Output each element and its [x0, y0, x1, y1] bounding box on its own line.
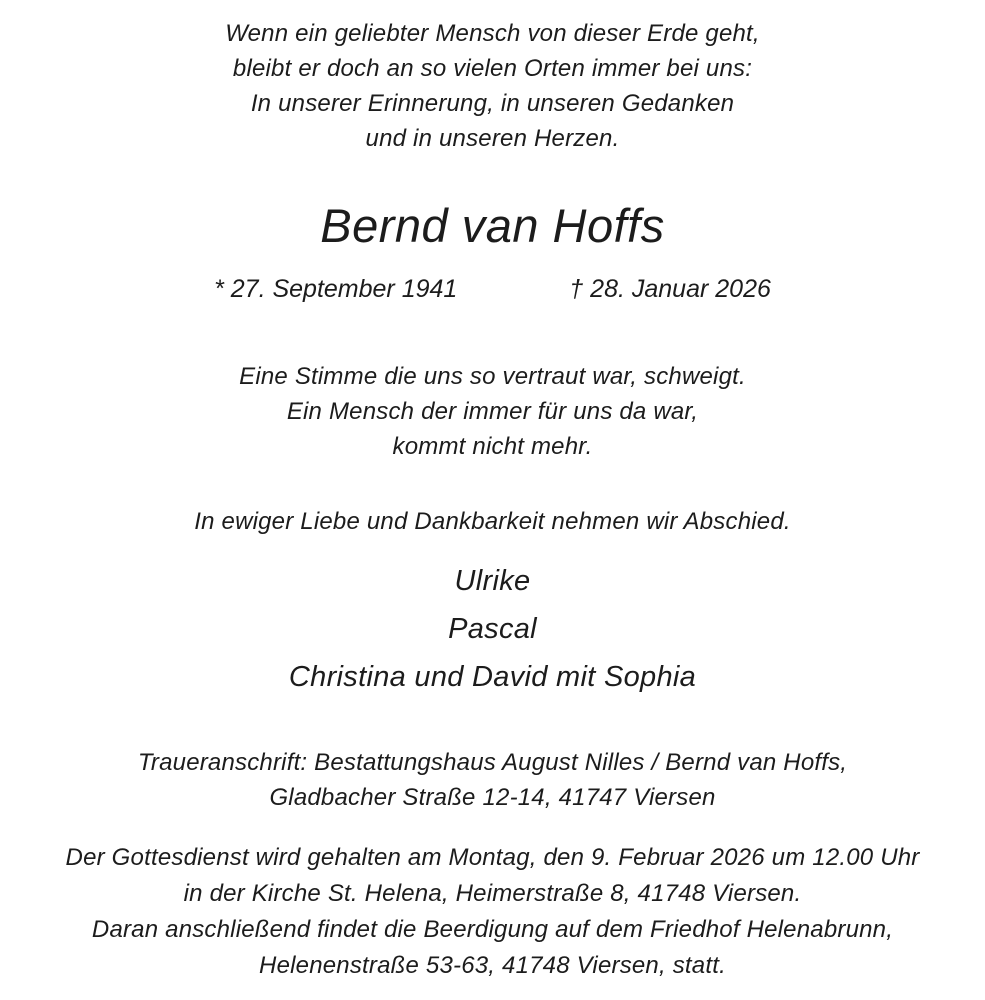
mourners-list — [0, 557, 985, 701]
mourner-name: Christina und David mit Sophia — [288, 661, 697, 693]
service-info-line: Daran anschließend findet die Beerdigung auf dem Friedhof Helenabrunn, — [91, 916, 894, 943]
farewell-line: In ewiger Liebe und Dankbarkeit nehmen wir Abschied. — [194, 508, 791, 535]
deceased-name: Bernd van Hoffs — [320, 199, 665, 252]
condolence-address-line: Gladbacher Straße 12-14, 41747 Viersen — [269, 784, 716, 811]
opening-verse-line: Wenn ein geliebter Mensch von dieser Erde geht, — [225, 20, 760, 47]
birth-date: * 27. September 1941 — [214, 275, 458, 303]
service-info-line: Helenenstraße 53-63, 41748 Viersen, statt. — [259, 952, 726, 979]
opening-verse-line: In unserer Erinnerung, in unseren Gedanken — [250, 90, 735, 117]
middle-verse-line: kommt nicht mehr. — [392, 433, 593, 460]
service-info — [0, 840, 985, 984]
condolence-address-line: Traueranschrift: Bestattungshaus August Nilles / Bernd van Hoffs, — [137, 749, 848, 776]
opening-verse — [0, 0, 985, 156]
mourner-name: Ulrike — [454, 565, 531, 597]
death-date: † 28. Januar 2026 — [569, 275, 771, 303]
middle-verse — [0, 359, 985, 464]
mourner-name: Pascal — [448, 613, 537, 645]
middle-verse-line: Ein Mensch der immer für uns da war, — [286, 398, 699, 425]
life-dates — [0, 274, 985, 304]
condolence-address — [0, 745, 985, 815]
middle-verse-line: Eine Stimme die uns so vertraut war, schweigt. — [239, 363, 746, 390]
service-info-line: in der Kirche St. Helena, Heimerstraße 8, 41748 Viersen. — [183, 880, 802, 907]
service-info-line: Der Gottesdienst wird gehalten am Montag, den 9. Februar 2026 um 12.00 Uhr — [65, 844, 920, 871]
opening-verse-line: bleibt er doch an so vielen Orten immer bei uns: — [232, 55, 753, 82]
opening-verse-line: und in unseren Herzen. — [365, 125, 620, 152]
